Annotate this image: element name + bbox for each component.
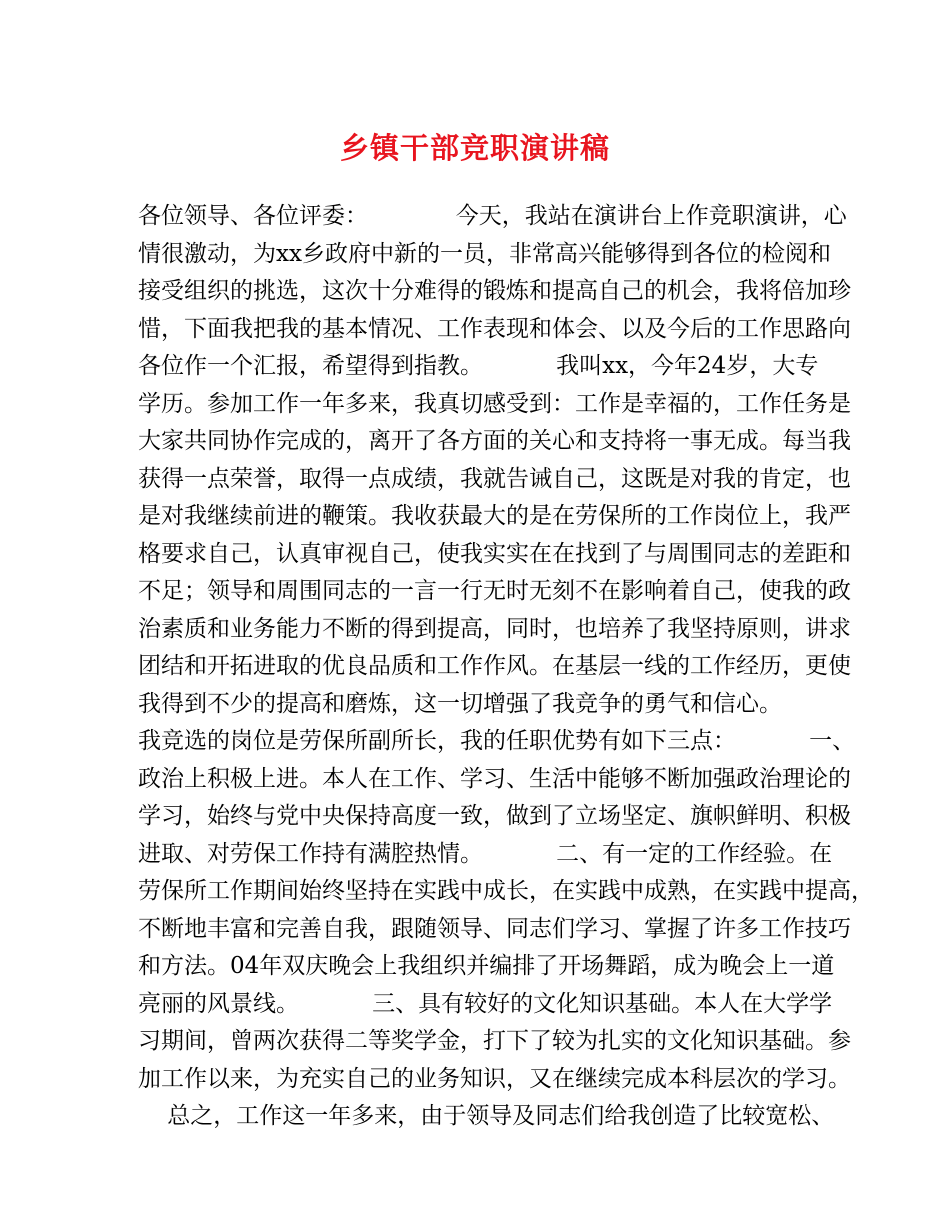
body-line: 我竞选的岗位是劳保所副所长，我的任职优势有如下三点： 一、: [138, 728, 856, 754]
body-line: 不足；领导和周围同志的一言一行无时无刻不在影响着自己，使我的政: [138, 578, 851, 604]
body-line: 加工作以来，为充实自己的业务知识，又在继续完成本科层次的学习。: [138, 1065, 851, 1092]
body-line: 格要求自己，认真审视自己，使我实实在在找到了与周围同志的差距和: [138, 540, 851, 567]
body-line: 劳保所工作期间始终坚持在实践中成长，在实践中成熟，在实践中提高，: [138, 878, 874, 904]
body-line: 政治上积极上进。本人在工作、学习、生活中能够不断加强政治理论的: [138, 765, 851, 792]
body-line: 接受组织的挑选，这次十分难得的锻炼和提高自己的机会，我将倍加珍: [138, 278, 851, 304]
document-title: 乡镇干部竞职演讲稿: [339, 131, 610, 165]
body-line: 治素质和业务能力不断的得到提高，同时，也培养了我坚持原则，讲求: [138, 615, 851, 642]
body-line: 各位领导、各位评委： 今天，我站在演讲台上作竞职演讲，心: [138, 203, 847, 229]
body-line: 不断地丰富和完善自我，跟随领导、同志们学习、掌握了许多工作技巧: [138, 915, 851, 942]
body-line: 获得一点荣誉，取得一点成绩，我就告诫自己，这既是对我的肯定，也: [138, 465, 851, 492]
body-line: 习期间，曾两次获得二等奖学金，打下了较为扎实的文化知识基础。参: [138, 1028, 851, 1054]
document-body: [138, 198, 874, 1136]
body-line: 学历。参加工作一年多来，我真切感受到：工作是幸福的，工作任务是: [138, 390, 851, 417]
body-line: 学习，始终与党中央保持高度一致，做到了立场坚定、旗帜鲜明、积极: [138, 803, 851, 829]
body-line: 各位作一个汇报，希望得到指教。 我叫xx，今年24岁，大专: [138, 353, 819, 379]
body-line: 情很激动，为xx乡政府中新的一员，非常高兴能够得到各位的检阅和: [138, 240, 831, 267]
body-line: 团结和开拓进取的优良品质和工作作风。在基层一线的工作经历，更使: [138, 653, 851, 679]
body-line: 我得到不少的提高和磨炼，这一切增强了我竞争的勇气和信心。: [138, 690, 782, 717]
body-line: 和方法。04年双庆晚会上我组织并编排了开场舞蹈，成为晚会上一道: [138, 953, 835, 979]
body-line: 大家共同协作完成的，离开了各方面的关心和支持将一事无成。每当我: [138, 428, 851, 454]
body-line: 惜，下面我把我的基本情况、工作表现和体会、以及今后的工作思路向: [138, 315, 851, 342]
body-line: 总之，工作这一年多来，由于领导及同志们给我创造了比较宽松、: [138, 1103, 835, 1129]
body-line: 亮丽的风景线。 三、具有较好的文化知识基础。本人在大学学: [138, 990, 833, 1017]
body-line: 是对我继续前进的鞭策。我收获最大的是在劳保所的工作岗位上，我严: [138, 503, 851, 529]
body-line: 进取、对劳保工作持有满腔热情。 二、有一定的工作经验。在: [138, 840, 833, 867]
